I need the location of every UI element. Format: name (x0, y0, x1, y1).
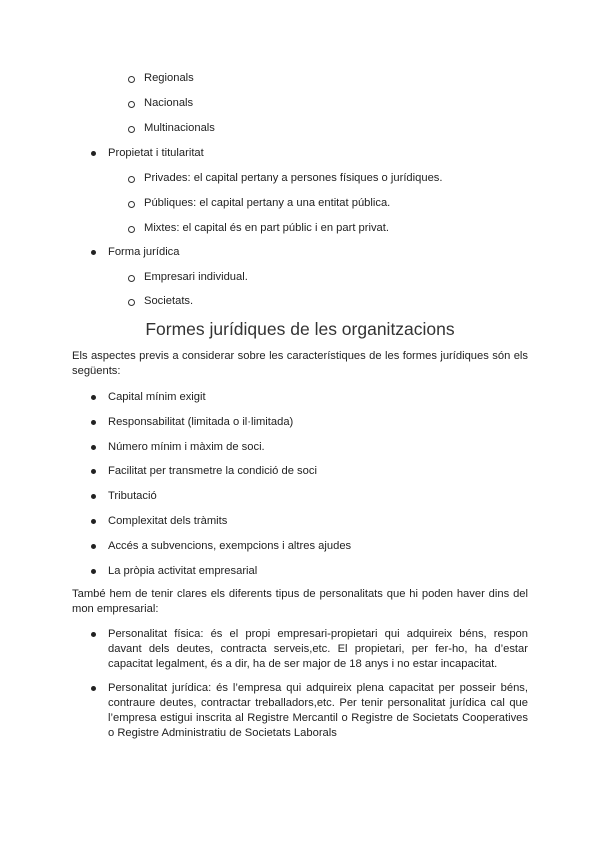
bullet-icon (91, 420, 96, 425)
list-item: Empresari individual. (144, 271, 248, 283)
list-item: Número mínim i màxim de soci. (108, 441, 265, 453)
list-item: Propietat i titularitat (108, 147, 204, 159)
bullet-icon (91, 544, 96, 549)
personality-intro: També hem de tenir clares els diferents tipus de personalitats que hi poden haver dins del mon empresarial: (72, 588, 528, 615)
list-item: Responsabilitat (limitada o il·limitada) (108, 416, 294, 428)
list-item: Complexitat dels tràmits (108, 515, 228, 527)
circle-bullet-icon (128, 76, 135, 83)
list-item: Capital mínim exigit (108, 391, 206, 403)
list-item: Personalitat física: és el propi empresari-propietari qui adquireix béns, respon davant dels deutes, contracta serveis,etc. El propietari, per fer-ho, ha d’estar capacitat legalment, és a dir, ha de ser major de 18 anys i no estar incapacitat. (108, 628, 528, 670)
list-item: Accés a subvencions, exempcions i altres ajudes (108, 540, 352, 552)
circle-bullet-icon (128, 201, 135, 208)
list-item: Multinacionals (144, 122, 215, 134)
list-item: Nacionals (144, 97, 194, 109)
bullet-icon (91, 395, 96, 400)
list-item: Mixtes: el capital és en part públic i en part privat. (144, 222, 389, 234)
circle-bullet-icon (128, 299, 135, 306)
list-item: Facilitat per transmetre la condició de soci (108, 465, 317, 477)
list-item: Societats. (144, 295, 194, 307)
circle-bullet-icon (128, 226, 135, 233)
intro-paragraph: Els aspectes previs a considerar sobre les característiques de les formes jurídiques són els següents: (72, 350, 528, 377)
list-item: Personalitat jurídica: és l’empresa qui adquireix plena capacitat per posseir béns, contraure deutes, contractar treballadors,etc. Per tenir personalitat jurídica cal que l’empresa estigui inscrita al Registre Mercantil o Registre de Societats Cooperatives o Registre Administratiu de Societats Laborals (108, 682, 528, 739)
bullet-icon (91, 494, 96, 499)
circle-bullet-icon (128, 275, 135, 282)
bullet-icon (91, 569, 96, 574)
bullet-icon (91, 632, 96, 637)
section-title: Formes jurídiques de les organitzacions (145, 319, 455, 339)
bullet-icon (91, 469, 96, 474)
list-item: Públiques: el capital pertany a una entitat pública. (144, 197, 391, 209)
list-item: La pròpia activitat empresarial (108, 565, 258, 577)
bullet-icon (91, 686, 96, 691)
bullet-icon (91, 250, 96, 255)
list-item: Regionals (144, 72, 194, 84)
circle-bullet-icon (128, 126, 135, 133)
circle-bullet-icon (128, 176, 135, 183)
bullet-icon (91, 151, 96, 156)
list-item: Forma jurídica (108, 246, 180, 258)
bullet-icon (91, 445, 96, 450)
list-item: Tributació (108, 490, 157, 502)
list-item: Privades: el capital pertany a persones físiques o jurídiques. (144, 172, 443, 184)
circle-bullet-icon (128, 101, 135, 108)
bullet-icon (91, 519, 96, 524)
